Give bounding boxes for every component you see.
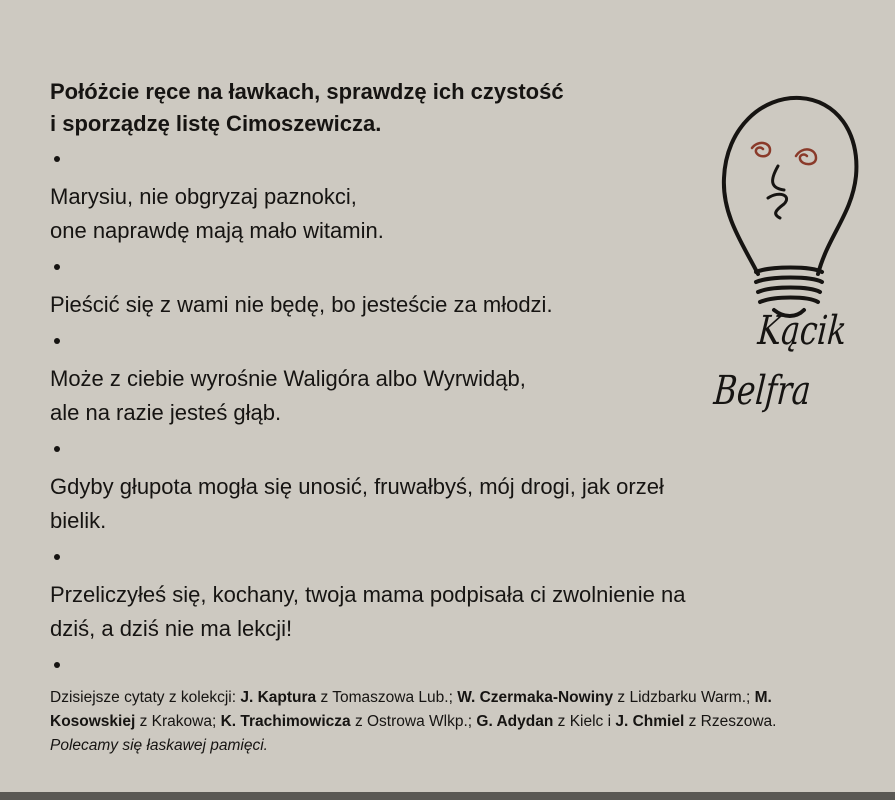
- contributor-name: J. Chmiel: [615, 713, 685, 730]
- quote-1-line-1: Marysiu, nie obgryzaj paznokci,: [50, 184, 357, 209]
- quote-4-line-1: Gdyby głupota mogła się unosić, fruwałbyś, mój drogi, jak orzeł: [50, 474, 664, 499]
- bullet-separator: [50, 430, 850, 470]
- quote-3-line-2: ale na razie jesteś głąb.: [50, 400, 282, 425]
- quote-5-line-2: dziś, a dziś nie ma lekcji!: [50, 616, 293, 641]
- bullet-dot-icon: [54, 156, 60, 162]
- headline-line-1: Połóżcie ręce na ławkach, sprawdzę ich czystość: [50, 79, 564, 104]
- quote-5: [50, 578, 850, 646]
- contributor-place: z Krakowa;: [135, 713, 221, 730]
- contributor-name: J. Kaptura: [240, 689, 317, 706]
- bullet-separator: [50, 538, 850, 578]
- quote-4: [50, 470, 850, 538]
- logo-word-1: Kącik: [756, 308, 849, 354]
- bullet-dot-icon: [54, 554, 60, 560]
- footer-intro: Dzisiejsze cytaty z kolekcji:: [50, 689, 241, 706]
- contributor-name: M. Kosowskiej: [50, 689, 772, 730]
- quote-4-line-2: bielik.: [50, 508, 107, 533]
- quote-3: [50, 362, 690, 430]
- page-bottom-edge: [0, 792, 895, 800]
- headline: [50, 76, 740, 140]
- quote-2: [50, 288, 690, 322]
- headline-line-2: i sporządzę listę Cimoszewicza.: [50, 111, 382, 136]
- contributor-place: z Rzeszowa.: [684, 713, 777, 730]
- quote-2-line-1: Pieścić się z wami nie będę, bo jesteście za młodzi.: [50, 292, 553, 317]
- contributor-place: z Tomaszowa Lub.;: [316, 689, 458, 706]
- logo-word-2: Belfra: [712, 368, 813, 414]
- contributor-name: W. Czermaka-Nowiny: [457, 689, 614, 706]
- contributor-name: G. Adydan: [476, 713, 554, 730]
- bullet-dot-icon: [54, 662, 60, 668]
- bullet-dot-icon: [54, 446, 60, 452]
- quote-1: [50, 180, 690, 248]
- contributor-place: z Kielc i: [553, 713, 616, 730]
- quote-5-line-1: Przeliczyłeś się, kochany, twoja mama podpisała ci zwolnienie na: [50, 582, 686, 607]
- bullet-separator: [50, 646, 850, 686]
- bullet-dot-icon: [54, 338, 60, 344]
- quote-1-line-2: one naprawdę mają mało witamin.: [50, 218, 384, 243]
- footer-closing: Polecamy się łaskawej pamięci.: [50, 737, 268, 754]
- contributor-place: z Ostrowa Wlkp.;: [350, 713, 477, 730]
- contributor-place: z Lidzbarku Warm.;: [613, 689, 755, 706]
- contributor-name: K. Trachimowicza: [220, 713, 351, 730]
- footer-credits: [50, 686, 840, 758]
- bullet-dot-icon: [54, 264, 60, 270]
- quote-3-line-1: Może z ciebie wyrośnie Waligóra albo Wyrwidąb,: [50, 366, 526, 391]
